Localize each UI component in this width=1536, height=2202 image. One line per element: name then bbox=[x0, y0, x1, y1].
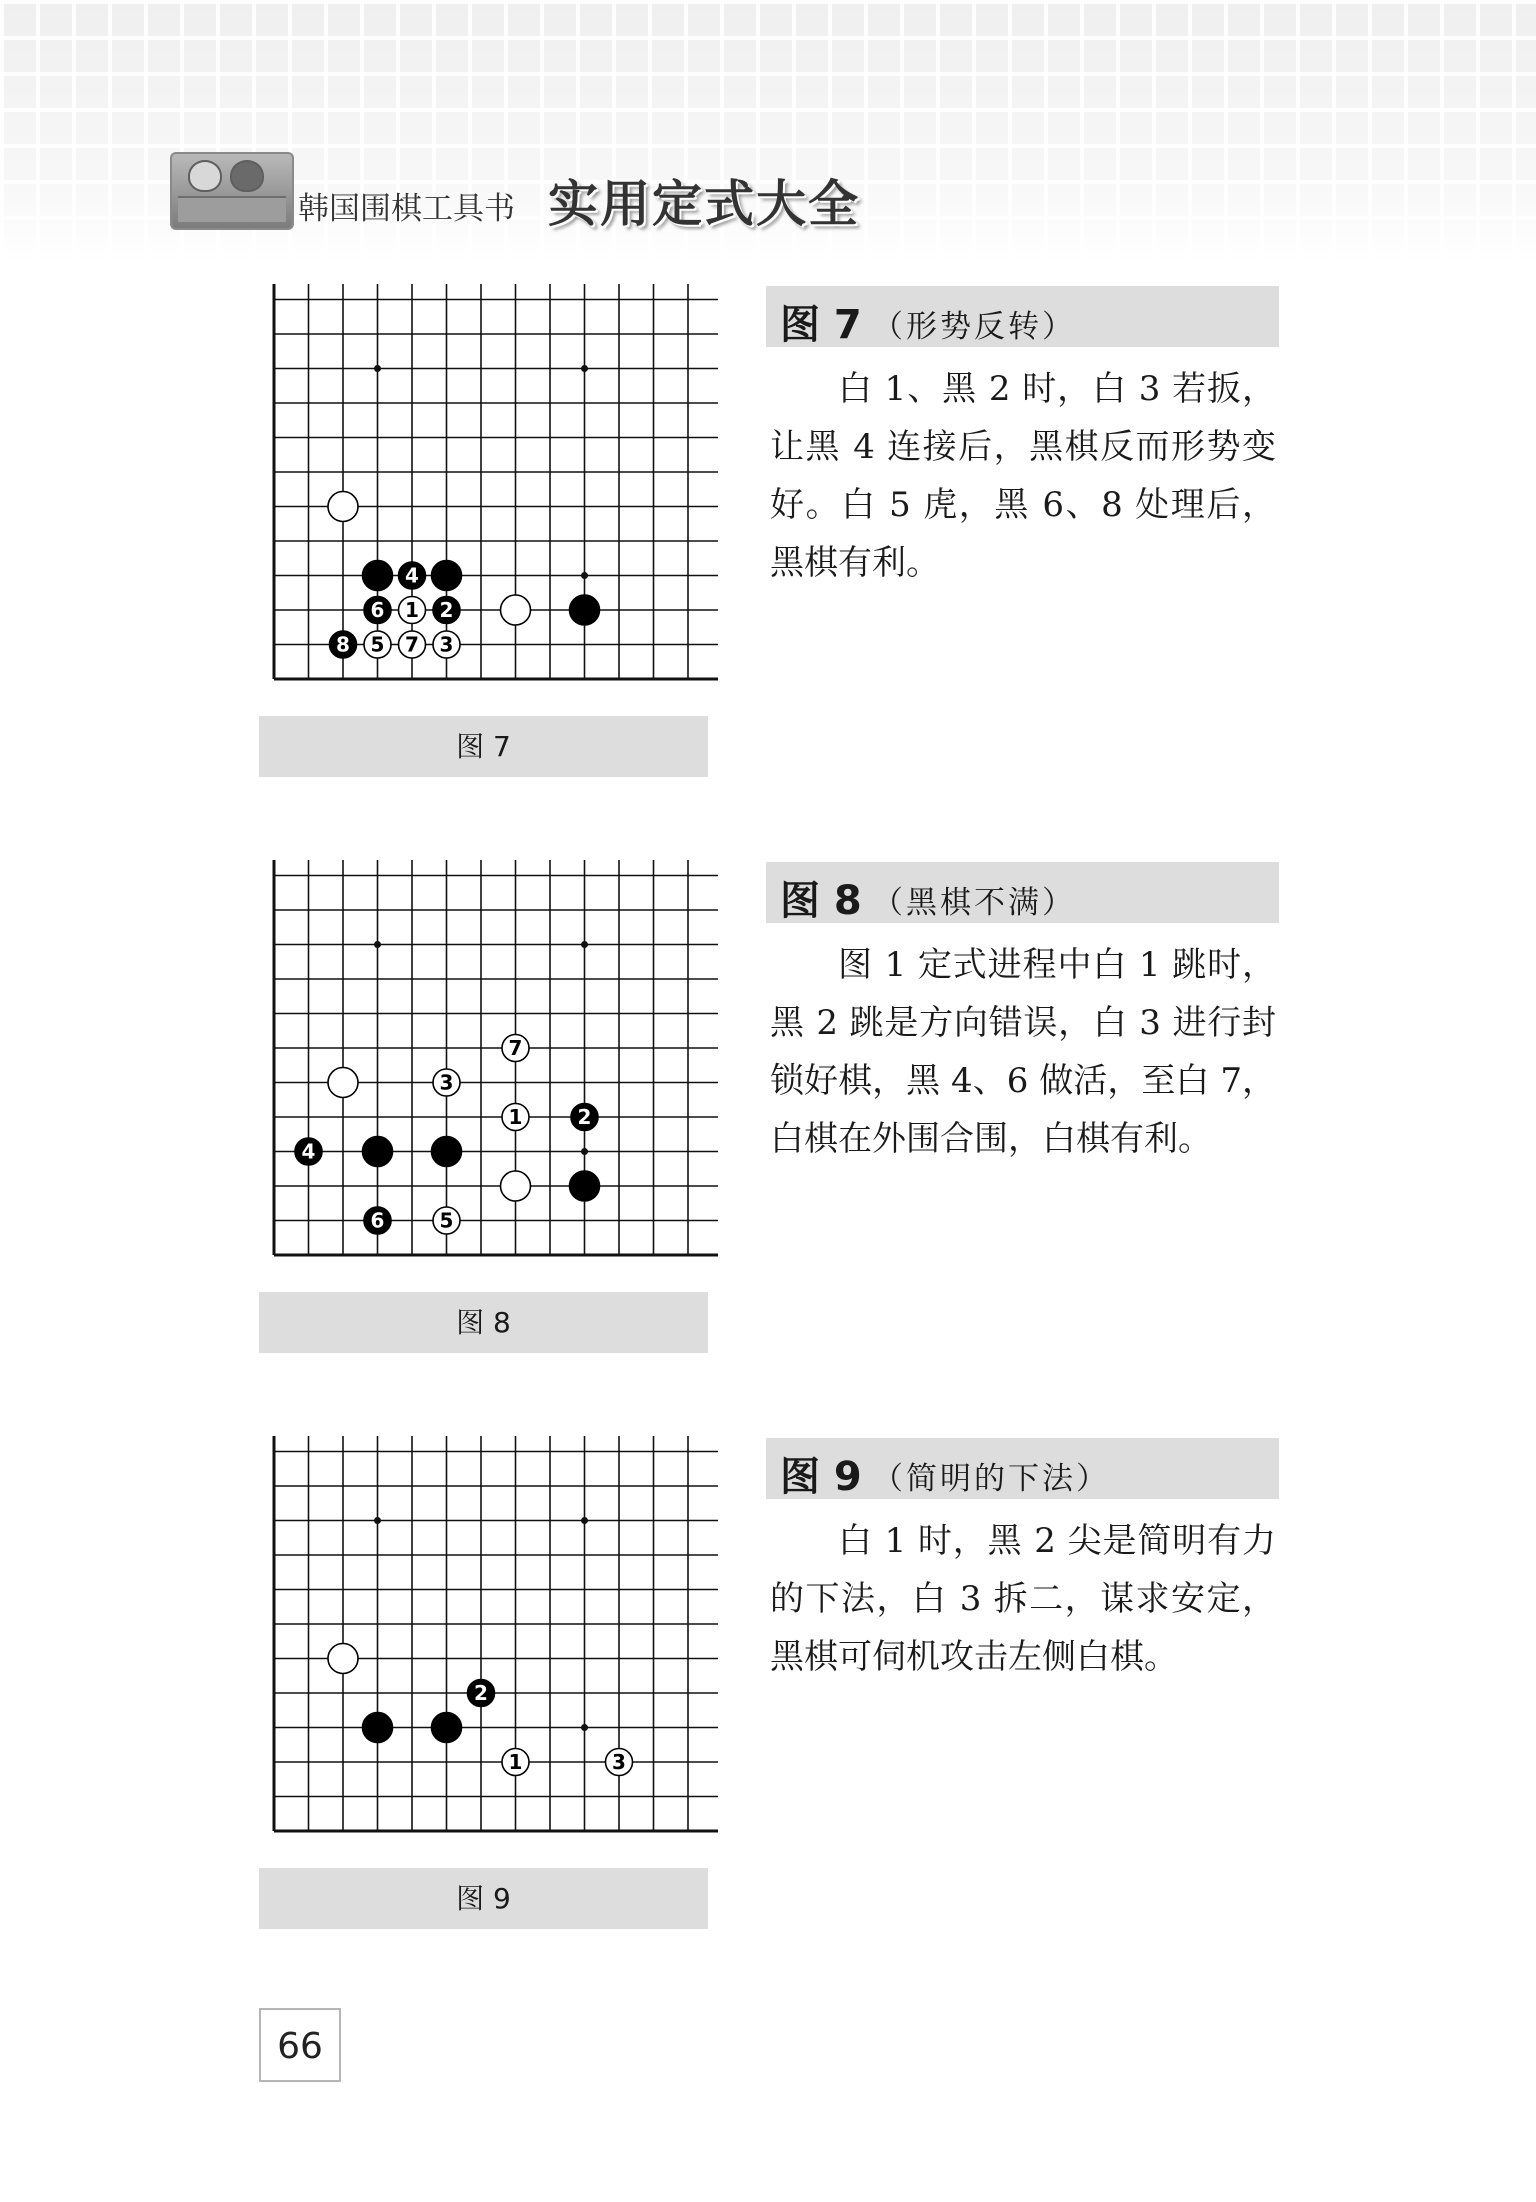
white-stone bbox=[328, 1068, 358, 1098]
move-number: 1 bbox=[508, 1750, 523, 1774]
black-stone bbox=[570, 1171, 600, 1201]
figure-heading-subtitle: （黑棋不满） bbox=[872, 885, 1076, 921]
white-stone bbox=[606, 1749, 633, 1776]
go-board-diagram-8 bbox=[258, 860, 718, 1260]
figure-heading bbox=[766, 862, 1279, 923]
page-number: 66 bbox=[259, 2008, 341, 2082]
white-stone bbox=[328, 492, 358, 522]
white-stone bbox=[399, 597, 426, 624]
black-stone bbox=[363, 561, 393, 591]
figure-description bbox=[770, 1512, 1276, 1686]
black-stone bbox=[363, 1137, 393, 1167]
move-number: 1 bbox=[405, 598, 419, 622]
board-grid bbox=[274, 860, 718, 1255]
figure-caption: 图 7 bbox=[456, 730, 511, 763]
star-point bbox=[581, 1148, 588, 1155]
figure-heading-label: 图 8 bbox=[780, 878, 862, 924]
move-number: 1 bbox=[508, 1105, 523, 1129]
figure-heading-label: 图 9 bbox=[780, 1454, 862, 1500]
figure-description-text: 图 1 定式进程中白 1 跳时，黑 2 跳是方向错误，白 3 进行封锁好棋，黑 4、6 做活，至白 7，白棋在外围合围，白棋有利。 bbox=[770, 945, 1276, 1159]
white-stone bbox=[502, 1749, 529, 1776]
star-point bbox=[374, 1517, 381, 1524]
figure-description-text: 白 1、黑 2 时，白 3 若扳，让黑 4 连接后，黑棋反而形势变好。白 5 虎，黑 6、8 处理后，黑棋有利。 bbox=[770, 369, 1276, 583]
figure-heading-subtitle: （简明的下法） bbox=[872, 1461, 1110, 1497]
white-stone bbox=[433, 631, 460, 658]
figure-heading bbox=[766, 1438, 1279, 1499]
black-stone bbox=[364, 597, 391, 624]
black-stone bbox=[432, 1713, 462, 1743]
figure-caption-bar bbox=[259, 1292, 708, 1353]
figure-section-9 bbox=[0, 1436, 1536, 1996]
move-number: 7 bbox=[405, 632, 419, 657]
series-name: 韩国围棋工具书 bbox=[298, 191, 515, 227]
white-stone bbox=[433, 1207, 460, 1234]
move-number: 5 bbox=[439, 1208, 454, 1233]
white-stone bbox=[364, 631, 391, 658]
black-stone bbox=[363, 1713, 393, 1743]
star-point bbox=[581, 572, 588, 579]
series-logo-icon bbox=[170, 152, 294, 230]
move-number: 3 bbox=[439, 1070, 454, 1095]
board-grid bbox=[274, 1436, 718, 1831]
move-number: 8 bbox=[336, 632, 350, 657]
star-point bbox=[374, 941, 381, 948]
white-stone bbox=[502, 1104, 529, 1131]
figure-caption-bar bbox=[259, 1868, 708, 1929]
move-number: 6 bbox=[370, 598, 385, 622]
move-number: 3 bbox=[439, 632, 454, 657]
go-board-diagram-7 bbox=[258, 284, 718, 684]
black-stone bbox=[432, 1137, 462, 1167]
move-number: 4 bbox=[405, 563, 419, 588]
figure-heading bbox=[766, 286, 1279, 347]
star-point bbox=[581, 365, 588, 372]
move-number: 5 bbox=[370, 632, 385, 657]
figure-description bbox=[770, 360, 1276, 592]
black-stone bbox=[364, 1207, 391, 1234]
figure-caption-bar bbox=[259, 716, 708, 777]
white-stone bbox=[501, 595, 531, 625]
white-stone bbox=[501, 1171, 531, 1201]
move-number: 2 bbox=[474, 1681, 488, 1705]
move-number: 7 bbox=[508, 1036, 523, 1060]
black-stone bbox=[570, 595, 600, 625]
black-stone bbox=[468, 1680, 495, 1707]
book-title: 实用定式大全 bbox=[548, 174, 860, 233]
board-grid bbox=[274, 284, 718, 679]
figure-caption: 图 9 bbox=[456, 1882, 511, 1915]
white-stone bbox=[502, 1035, 529, 1062]
black-stone bbox=[432, 561, 462, 591]
move-number: 6 bbox=[370, 1208, 385, 1233]
star-point bbox=[581, 1724, 588, 1731]
figure-heading-subtitle: （形势反转） bbox=[872, 309, 1076, 345]
black-stone bbox=[295, 1138, 322, 1165]
white-stone bbox=[328, 1644, 358, 1674]
figure-description bbox=[770, 936, 1276, 1168]
move-number: 2 bbox=[577, 1105, 592, 1129]
black-stone bbox=[399, 562, 426, 589]
star-point bbox=[374, 365, 381, 372]
figure-section-8 bbox=[0, 860, 1536, 1420]
move-number: 2 bbox=[439, 598, 454, 622]
white-stone bbox=[399, 631, 426, 658]
black-stone bbox=[330, 631, 357, 658]
figure-caption: 图 8 bbox=[456, 1306, 511, 1339]
figure-description-text: 白 1 时，黑 2 尖是简明有力的下法，白 3 拆二，谋求安定，黑棋可伺机攻击左侧白棋。 bbox=[770, 1521, 1276, 1677]
move-number: 4 bbox=[301, 1139, 316, 1164]
white-stone bbox=[433, 1069, 460, 1096]
black-stone bbox=[571, 1104, 598, 1131]
black-stone bbox=[433, 597, 460, 624]
star-point bbox=[581, 941, 588, 948]
go-board-diagram-9 bbox=[258, 1436, 718, 1836]
figure-heading-label: 图 7 bbox=[780, 302, 862, 348]
figure-section-7 bbox=[0, 284, 1536, 844]
star-point bbox=[581, 1517, 588, 1524]
move-number: 3 bbox=[612, 1750, 626, 1774]
